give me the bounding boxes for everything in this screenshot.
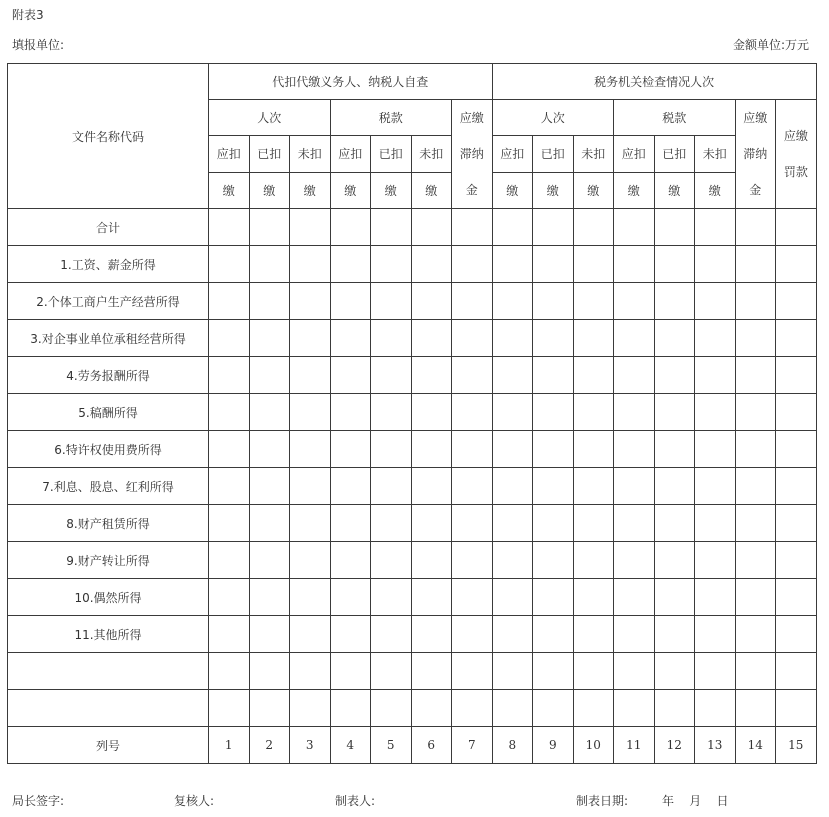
data-cell[interactable] — [533, 690, 574, 727]
data-cell[interactable] — [330, 246, 371, 283]
data-cell[interactable] — [330, 542, 371, 579]
data-cell[interactable] — [735, 579, 776, 616]
data-cell[interactable] — [735, 209, 776, 246]
data-cell[interactable] — [614, 320, 655, 357]
data-cell[interactable] — [209, 542, 250, 579]
data-cell[interactable] — [654, 505, 695, 542]
data-cell[interactable] — [290, 357, 331, 394]
data-cell[interactable] — [614, 690, 655, 727]
data-cell[interactable] — [452, 209, 493, 246]
data-cell[interactable] — [492, 542, 533, 579]
data-cell[interactable] — [411, 505, 452, 542]
column-number: 13 — [695, 727, 736, 764]
data-cell[interactable] — [533, 246, 574, 283]
data-cell[interactable] — [735, 431, 776, 468]
data-cell[interactable] — [533, 579, 574, 616]
column-number: 6 — [411, 727, 452, 764]
data-cell[interactable] — [573, 616, 614, 653]
data-cell[interactable] — [654, 468, 695, 505]
column-number: 4 — [330, 727, 371, 764]
data-cell[interactable] — [411, 431, 452, 468]
data-cell[interactable] — [735, 505, 776, 542]
row-label: 8.财产租赁所得 — [8, 505, 209, 542]
data-cell[interactable] — [452, 690, 493, 727]
col-head-bottom: 缴 — [695, 172, 736, 208]
data-cell[interactable] — [654, 579, 695, 616]
row-label: 11.其他所得 — [8, 616, 209, 653]
data-cell[interactable] — [533, 431, 574, 468]
chief-signature-label: 局长签字: — [12, 794, 65, 808]
data-cell[interactable] — [290, 542, 331, 579]
data-cell[interactable] — [776, 468, 817, 505]
data-cell[interactable] — [654, 542, 695, 579]
column-number: 15 — [776, 727, 817, 764]
file-name-code-header: 文件名称代码 — [8, 64, 209, 209]
row-label — [8, 690, 209, 727]
data-cell[interactable] — [492, 468, 533, 505]
table-row — [8, 394, 817, 431]
data-cell[interactable] — [614, 394, 655, 431]
data-cell[interactable] — [290, 283, 331, 320]
penalty-header: 应缴 罚款 — [776, 100, 817, 209]
data-cell[interactable] — [290, 616, 331, 653]
data-cell[interactable] — [533, 653, 574, 690]
data-cell[interactable] — [492, 209, 533, 246]
data-cell[interactable] — [452, 468, 493, 505]
column-number-row — [8, 727, 817, 764]
data-cell[interactable] — [492, 653, 533, 690]
data-cell[interactable] — [573, 468, 614, 505]
data-cell[interactable] — [695, 431, 736, 468]
self-persons-header: 人次 — [209, 100, 331, 136]
data-cell[interactable] — [533, 468, 574, 505]
col-head-top: 已扣 — [249, 136, 290, 172]
data-cell[interactable] — [776, 690, 817, 727]
table-row — [8, 209, 817, 246]
data-cell[interactable] — [573, 357, 614, 394]
data-cell[interactable] — [290, 394, 331, 431]
data-cell[interactable] — [654, 394, 695, 431]
col-head-top: 已扣 — [533, 136, 574, 172]
table-row — [8, 468, 817, 505]
data-cell[interactable] — [411, 283, 452, 320]
data-cell[interactable] — [452, 431, 493, 468]
data-cell[interactable] — [290, 579, 331, 616]
data-cell[interactable] — [695, 394, 736, 431]
data-cell[interactable] — [695, 690, 736, 727]
data-cell[interactable] — [371, 283, 412, 320]
data-cell[interactable] — [614, 468, 655, 505]
table-row — [8, 653, 817, 690]
data-cell[interactable] — [573, 246, 614, 283]
data-cell[interactable] — [371, 653, 412, 690]
data-cell[interactable] — [371, 542, 412, 579]
data-cell[interactable] — [249, 357, 290, 394]
data-cell[interactable] — [533, 283, 574, 320]
data-cell[interactable] — [249, 246, 290, 283]
data-cell[interactable] — [654, 653, 695, 690]
data-cell[interactable] — [209, 579, 250, 616]
column-number: 10 — [573, 727, 614, 764]
row-label: 4.劳务报酬所得 — [8, 357, 209, 394]
data-cell[interactable] — [695, 616, 736, 653]
data-cell[interactable] — [209, 468, 250, 505]
col-head-top: 应扣 — [209, 136, 250, 172]
data-cell[interactable] — [209, 616, 250, 653]
data-cell[interactable] — [573, 653, 614, 690]
column-number: 1 — [209, 727, 250, 764]
data-cell[interactable] — [533, 209, 574, 246]
data-cell[interactable] — [776, 431, 817, 468]
col-head-bottom: 缴 — [330, 172, 371, 208]
data-cell[interactable] — [776, 209, 817, 246]
data-cell[interactable] — [735, 653, 776, 690]
data-cell[interactable] — [249, 320, 290, 357]
row-label: 合计 — [8, 209, 209, 246]
data-cell[interactable] — [654, 246, 695, 283]
data-cell[interactable] — [411, 357, 452, 394]
column-number: 7 — [452, 727, 493, 764]
data-cell[interactable] — [290, 468, 331, 505]
table-row — [8, 246, 817, 283]
tax-authority-group-header: 税务机关检查情况人次 — [492, 64, 816, 100]
data-cell[interactable] — [492, 283, 533, 320]
data-cell[interactable] — [371, 505, 412, 542]
col-head-bottom: 缴 — [209, 172, 250, 208]
row-label: 1.工资、薪金所得 — [8, 246, 209, 283]
data-cell[interactable] — [330, 431, 371, 468]
column-number: 8 — [492, 727, 533, 764]
column-number-label: 列号 — [8, 727, 209, 764]
data-cell[interactable] — [452, 246, 493, 283]
data-cell[interactable] — [695, 209, 736, 246]
data-cell[interactable] — [654, 690, 695, 727]
col-head-bottom: 缴 — [654, 172, 695, 208]
self-late-fee-header: 应缴 滞纳 金 — [452, 100, 493, 209]
data-cell[interactable] — [614, 579, 655, 616]
data-cell[interactable] — [209, 357, 250, 394]
data-cell[interactable] — [492, 431, 533, 468]
row-label — [8, 653, 209, 690]
data-cell[interactable] — [695, 468, 736, 505]
date-label: 制表日期: — [576, 794, 629, 808]
data-cell[interactable] — [371, 394, 412, 431]
data-cell[interactable] — [209, 505, 250, 542]
data-cell[interactable] — [371, 357, 412, 394]
data-cell[interactable] — [695, 653, 736, 690]
data-cell[interactable] — [533, 394, 574, 431]
data-cell[interactable] — [371, 616, 412, 653]
row-label: 9.财产转让所得 — [8, 542, 209, 579]
data-cell[interactable] — [533, 616, 574, 653]
data-cell[interactable] — [776, 283, 817, 320]
data-cell[interactable] — [411, 579, 452, 616]
data-cell[interactable] — [452, 579, 493, 616]
data-cell[interactable] — [249, 431, 290, 468]
data-cell[interactable] — [452, 283, 493, 320]
data-cell[interactable] — [411, 542, 452, 579]
data-cell[interactable] — [695, 579, 736, 616]
table-row — [8, 616, 817, 653]
data-cell[interactable] — [209, 394, 250, 431]
data-cell[interactable] — [249, 690, 290, 727]
data-cell[interactable] — [209, 431, 250, 468]
data-cell[interactable] — [695, 542, 736, 579]
data-cell[interactable] — [371, 468, 412, 505]
data-cell[interactable] — [573, 431, 614, 468]
data-cell[interactable] — [452, 616, 493, 653]
data-cell[interactable] — [776, 616, 817, 653]
data-cell[interactable] — [492, 357, 533, 394]
data-cell[interactable] — [209, 283, 250, 320]
data-cell[interactable] — [492, 579, 533, 616]
data-cell[interactable] — [614, 209, 655, 246]
col-head-bottom: 缴 — [492, 172, 533, 208]
data-cell[interactable] — [654, 209, 695, 246]
data-cell[interactable] — [249, 653, 290, 690]
data-cell[interactable] — [249, 209, 290, 246]
data-cell[interactable] — [614, 357, 655, 394]
data-cell[interactable] — [330, 616, 371, 653]
data-cell[interactable] — [776, 542, 817, 579]
data-cell[interactable] — [411, 394, 452, 431]
data-cell[interactable] — [573, 320, 614, 357]
data-cell[interactable] — [573, 505, 614, 542]
col-head-bottom: 缴 — [249, 172, 290, 208]
data-cell[interactable] — [411, 690, 452, 727]
data-cell[interactable] — [371, 246, 412, 283]
data-cell[interactable] — [492, 690, 533, 727]
data-cell[interactable] — [492, 394, 533, 431]
data-cell[interactable] — [209, 653, 250, 690]
data-cell[interactable] — [209, 320, 250, 357]
data-cell[interactable] — [290, 653, 331, 690]
data-cell[interactable] — [533, 357, 574, 394]
self-tax-header: 税款 — [330, 100, 452, 136]
data-cell[interactable] — [209, 246, 250, 283]
authority-late-fee-header: 应缴 滞纳 金 — [735, 100, 776, 209]
table-row — [8, 357, 817, 394]
data-cell[interactable] — [614, 505, 655, 542]
data-cell[interactable] — [492, 505, 533, 542]
col-head-top: 未扣 — [290, 136, 331, 172]
data-cell[interactable] — [330, 320, 371, 357]
row-label: 10.偶然所得 — [8, 579, 209, 616]
data-cell[interactable] — [695, 246, 736, 283]
data-cell[interactable] — [290, 246, 331, 283]
data-cell[interactable] — [452, 394, 493, 431]
data-cell[interactable] — [776, 505, 817, 542]
data-cell[interactable] — [290, 690, 331, 727]
data-cell[interactable] — [290, 431, 331, 468]
data-cell[interactable] — [614, 653, 655, 690]
column-number: 2 — [249, 727, 290, 764]
data-cell[interactable] — [533, 505, 574, 542]
column-number: 11 — [614, 727, 655, 764]
row-label: 5.稿酬所得 — [8, 394, 209, 431]
data-cell[interactable] — [735, 320, 776, 357]
tax-statistics-table — [7, 63, 817, 764]
data-cell[interactable] — [654, 431, 695, 468]
data-cell[interactable] — [249, 468, 290, 505]
table-row — [8, 320, 817, 357]
table-row — [8, 283, 817, 320]
data-cell[interactable] — [735, 616, 776, 653]
col-head-top: 未扣 — [411, 136, 452, 172]
data-cell[interactable] — [330, 579, 371, 616]
data-cell[interactable] — [776, 579, 817, 616]
data-cell[interactable] — [209, 690, 250, 727]
data-cell[interactable] — [371, 431, 412, 468]
data-cell[interactable] — [533, 542, 574, 579]
data-cell[interactable] — [249, 505, 290, 542]
date-parts: 年 月 日 — [662, 794, 729, 808]
authority-persons-header: 人次 — [492, 100, 614, 136]
table-caption: 附表3 — [12, 8, 44, 22]
col-head-top: 未扣 — [695, 136, 736, 172]
column-number: 9 — [533, 727, 574, 764]
reviewer-label: 复核人: — [174, 794, 215, 808]
preparer-label: 制表人: — [335, 794, 376, 808]
data-cell[interactable] — [695, 505, 736, 542]
data-cell[interactable] — [411, 209, 452, 246]
row-label: 7.利息、股息、红利所得 — [8, 468, 209, 505]
col-head-bottom: 缴 — [290, 172, 331, 208]
data-cell[interactable] — [330, 468, 371, 505]
column-number: 12 — [654, 727, 695, 764]
data-cell[interactable] — [290, 209, 331, 246]
data-cell[interactable] — [695, 320, 736, 357]
data-cell[interactable] — [695, 283, 736, 320]
col-head-bottom: 缴 — [371, 172, 412, 208]
self-check-group-header: 代扣代缴义务人、纳税人自查 — [209, 64, 493, 100]
col-head-bottom: 缴 — [533, 172, 574, 208]
data-cell[interactable] — [492, 246, 533, 283]
col-head-top: 已扣 — [371, 136, 412, 172]
data-cell[interactable] — [492, 320, 533, 357]
data-cell[interactable] — [614, 542, 655, 579]
row-label: 3.对企事业单位承租经营所得 — [8, 320, 209, 357]
data-cell[interactable] — [290, 320, 331, 357]
row-label: 6.特许权使用费所得 — [8, 431, 209, 468]
data-cell[interactable] — [735, 283, 776, 320]
data-cell[interactable] — [654, 357, 695, 394]
data-cell[interactable] — [614, 616, 655, 653]
data-cell[interactable] — [614, 246, 655, 283]
col-head-bottom: 缴 — [411, 172, 452, 208]
column-number: 5 — [371, 727, 412, 764]
data-cell[interactable] — [614, 431, 655, 468]
data-cell[interactable] — [411, 616, 452, 653]
col-head-top: 应扣 — [330, 136, 371, 172]
data-cell[interactable] — [452, 542, 493, 579]
data-cell[interactable] — [371, 320, 412, 357]
data-cell[interactable] — [371, 690, 412, 727]
col-head-top: 已扣 — [654, 136, 695, 172]
data-cell[interactable] — [735, 690, 776, 727]
column-number: 14 — [735, 727, 776, 764]
data-cell[interactable] — [452, 320, 493, 357]
data-cell[interactable] — [249, 579, 290, 616]
table-row — [8, 579, 817, 616]
fill-unit-label: 填报单位: — [12, 38, 65, 52]
data-cell[interactable] — [249, 542, 290, 579]
data-cell[interactable] — [411, 653, 452, 690]
data-cell[interactable] — [411, 468, 452, 505]
data-cell[interactable] — [533, 320, 574, 357]
data-cell[interactable] — [735, 357, 776, 394]
col-head-top: 应扣 — [614, 136, 655, 172]
data-cell[interactable] — [290, 505, 331, 542]
data-cell[interactable] — [573, 283, 614, 320]
data-cell[interactable] — [573, 394, 614, 431]
table-row — [8, 431, 817, 468]
col-head-top: 未扣 — [573, 136, 614, 172]
data-cell[interactable] — [654, 320, 695, 357]
data-cell[interactable] — [330, 653, 371, 690]
data-cell[interactable] — [573, 542, 614, 579]
data-cell[interactable] — [695, 357, 736, 394]
table-row — [8, 505, 817, 542]
amount-unit-label: 金额单位:万元 — [732, 38, 809, 52]
data-cell[interactable] — [654, 616, 695, 653]
row-label: 2.个体工商户生产经营所得 — [8, 283, 209, 320]
data-cell[interactable] — [330, 283, 371, 320]
data-cell[interactable] — [735, 542, 776, 579]
data-cell[interactable] — [492, 616, 533, 653]
data-cell[interactable] — [573, 209, 614, 246]
col-head-bottom: 缴 — [573, 172, 614, 208]
data-cell[interactable] — [573, 690, 614, 727]
data-cell[interactable] — [249, 616, 290, 653]
data-cell[interactable] — [573, 579, 614, 616]
data-cell[interactable] — [452, 505, 493, 542]
data-cell[interactable] — [330, 394, 371, 431]
data-cell[interactable] — [371, 209, 412, 246]
authority-tax-header: 税款 — [614, 100, 736, 136]
data-cell[interactable] — [735, 246, 776, 283]
data-cell[interactable] — [735, 468, 776, 505]
data-cell[interactable] — [614, 283, 655, 320]
data-cell[interactable] — [776, 246, 817, 283]
data-cell[interactable] — [452, 357, 493, 394]
data-cell[interactable] — [776, 320, 817, 357]
table-row — [8, 690, 817, 727]
data-cell[interactable] — [776, 653, 817, 690]
data-cell[interactable] — [209, 209, 250, 246]
table-row — [8, 542, 817, 579]
data-cell[interactable] — [330, 505, 371, 542]
col-head-bottom: 缴 — [614, 172, 655, 208]
data-cell[interactable] — [654, 283, 695, 320]
col-head-top: 应扣 — [492, 136, 533, 172]
data-cell[interactable] — [330, 690, 371, 727]
data-cell[interactable] — [330, 209, 371, 246]
data-cell[interactable] — [411, 320, 452, 357]
data-cell[interactable] — [452, 653, 493, 690]
data-cell[interactable] — [735, 394, 776, 431]
data-cell[interactable] — [411, 246, 452, 283]
data-cell[interactable] — [330, 357, 371, 394]
data-cell[interactable] — [249, 283, 290, 320]
data-cell[interactable] — [371, 579, 412, 616]
data-cell[interactable] — [776, 394, 817, 431]
data-cell[interactable] — [776, 357, 817, 394]
data-cell[interactable] — [249, 394, 290, 431]
column-number: 3 — [290, 727, 331, 764]
